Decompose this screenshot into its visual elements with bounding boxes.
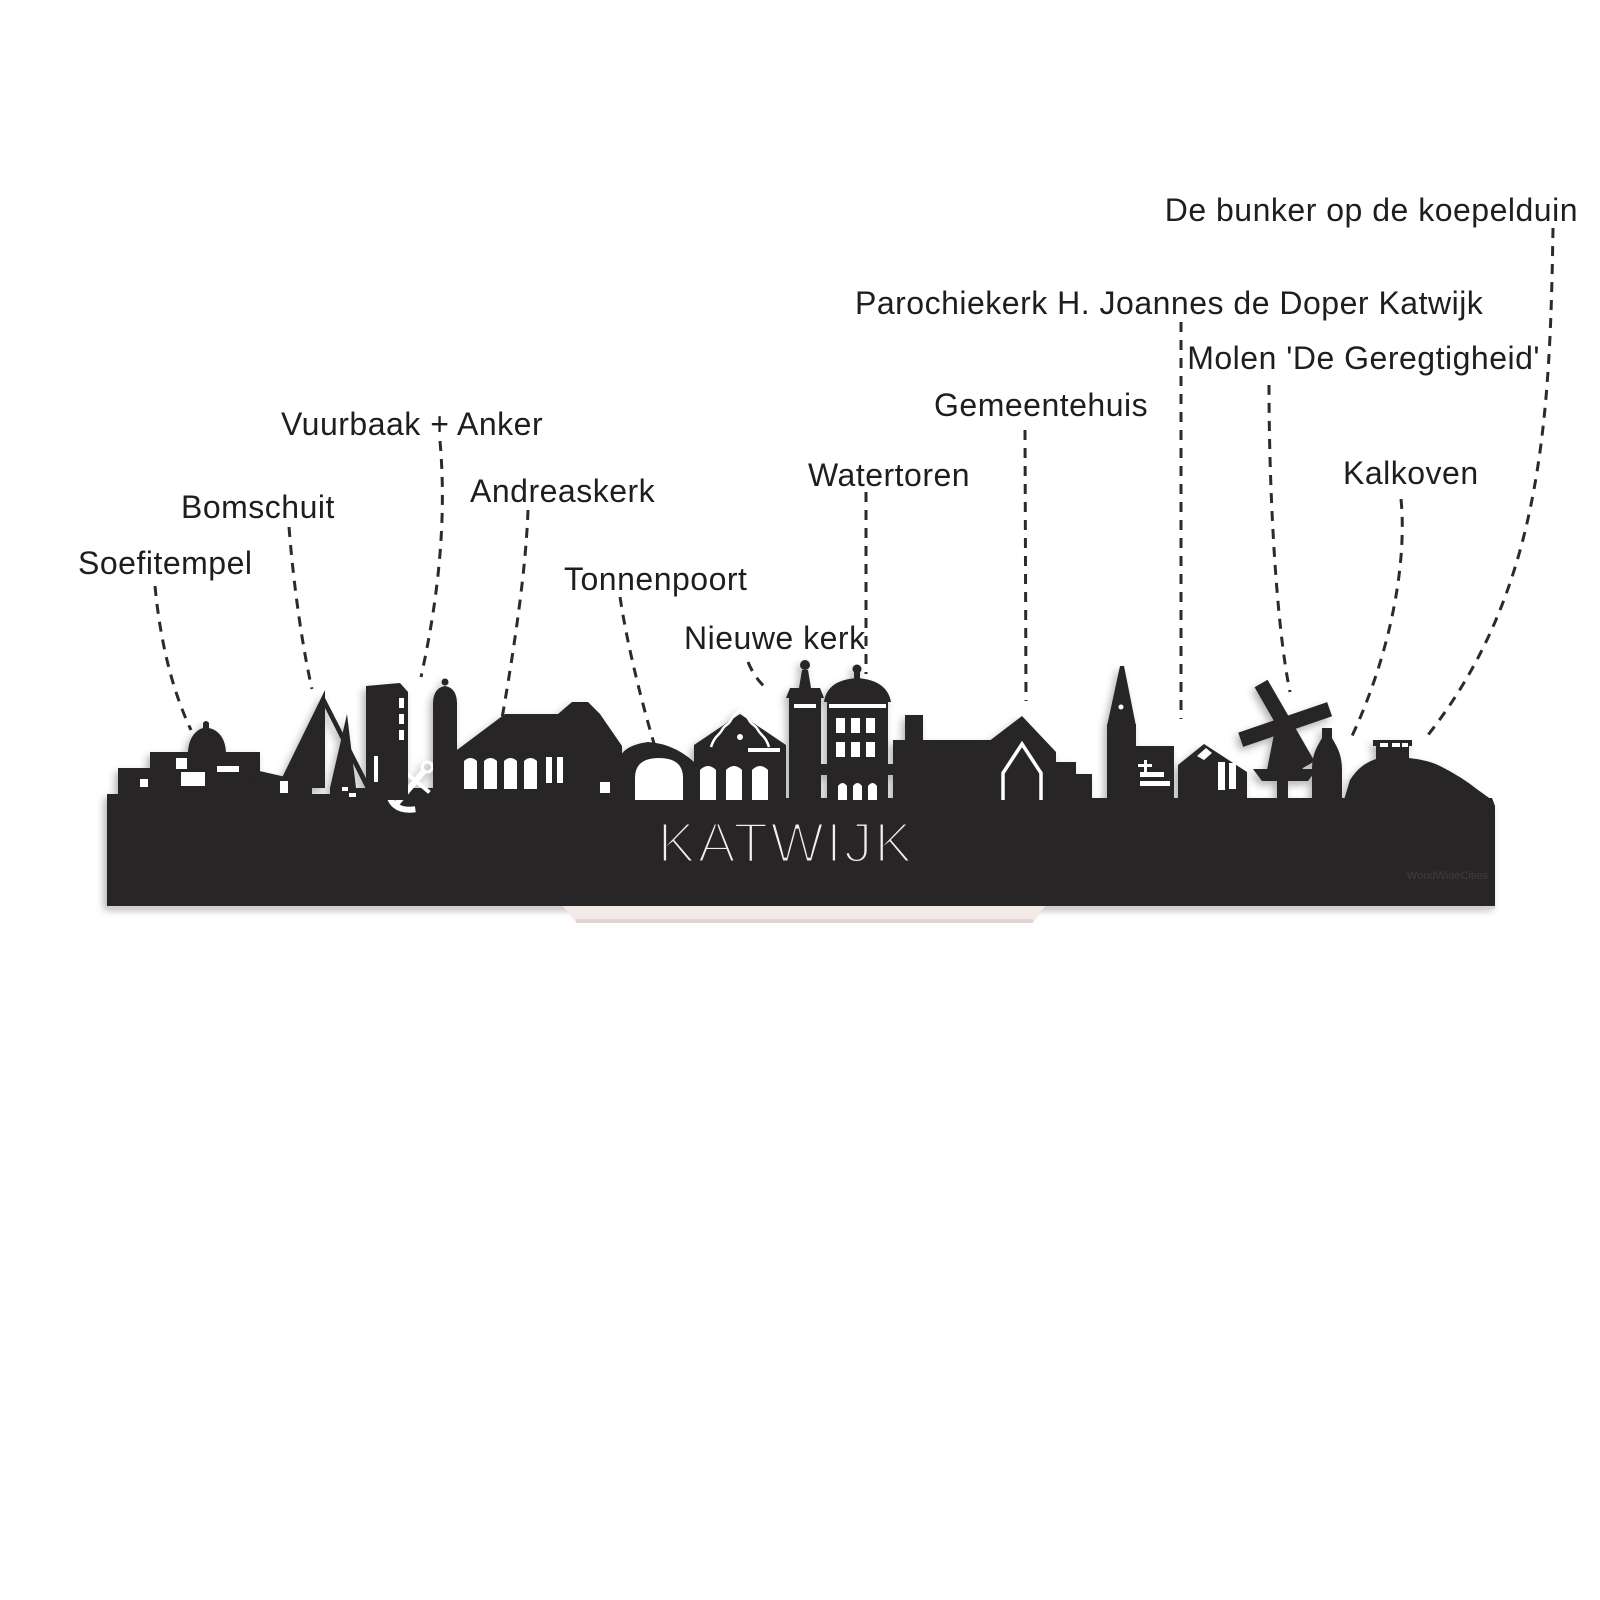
label-gemeentehuis: Gemeentehuis [934, 387, 1149, 423]
leader-kalkoven [1352, 499, 1402, 736]
low-building-silhouette [893, 715, 992, 802]
leader-andreaskerk [501, 510, 528, 724]
turret-silhouette [433, 679, 457, 801]
leader-bunker [1428, 228, 1553, 735]
leader-nieuwe-kerk [748, 662, 767, 689]
andreaskerk-silhouette [457, 702, 622, 800]
label-nieuwe-kerk: Nieuwe kerk [684, 620, 866, 656]
label-molen: Molen 'De Geregtigheid' [1187, 340, 1540, 376]
watertoren-silhouette [820, 665, 895, 801]
label-vuurbaak-anker: Vuurbaak + Anker [281, 406, 544, 442]
soefitempel-silhouette [118, 721, 312, 812]
label-kalkoven: Kalkoven [1343, 455, 1479, 491]
leader-molen [1269, 385, 1290, 692]
leader-bomschuit [289, 527, 312, 689]
watermark-text: WoodWideCities [1406, 870, 1488, 882]
vuurbaak-silhouette [366, 683, 408, 800]
label-soefitempel: Soefitempel [78, 545, 253, 581]
stand [107, 906, 1495, 923]
label-parochiekerk: Parochiekerk H. Joannes de Doper Katwijk [855, 285, 1484, 321]
label-andreaskerk: Andreaskerk [470, 473, 656, 509]
bunker-koepelduin-silhouette [1344, 740, 1493, 801]
parochiekerk-silhouette [1107, 666, 1174, 802]
leader-tonnenpoort [620, 597, 655, 747]
house-silhouette [1178, 744, 1247, 800]
skyline-silhouette [107, 660, 1495, 906]
label-watertoren: Watertoren [808, 457, 971, 493]
city-name-cutout: KATWIJK [657, 811, 915, 875]
stand-plate-edge [576, 919, 1033, 923]
label-bunker: De bunker op de koepelduin [1164, 192, 1578, 228]
leader-soefitempel [155, 586, 191, 730]
gemeentehuis-silhouette [988, 716, 1092, 800]
kalkoven-silhouette [1312, 728, 1342, 800]
leader-gemeentehuis [1025, 430, 1026, 701]
label-tonnenpoort: Tonnenpoort [564, 561, 748, 597]
leader-vuurbaak-anker [421, 441, 442, 677]
label-bomschuit: Bomschuit [181, 489, 335, 525]
